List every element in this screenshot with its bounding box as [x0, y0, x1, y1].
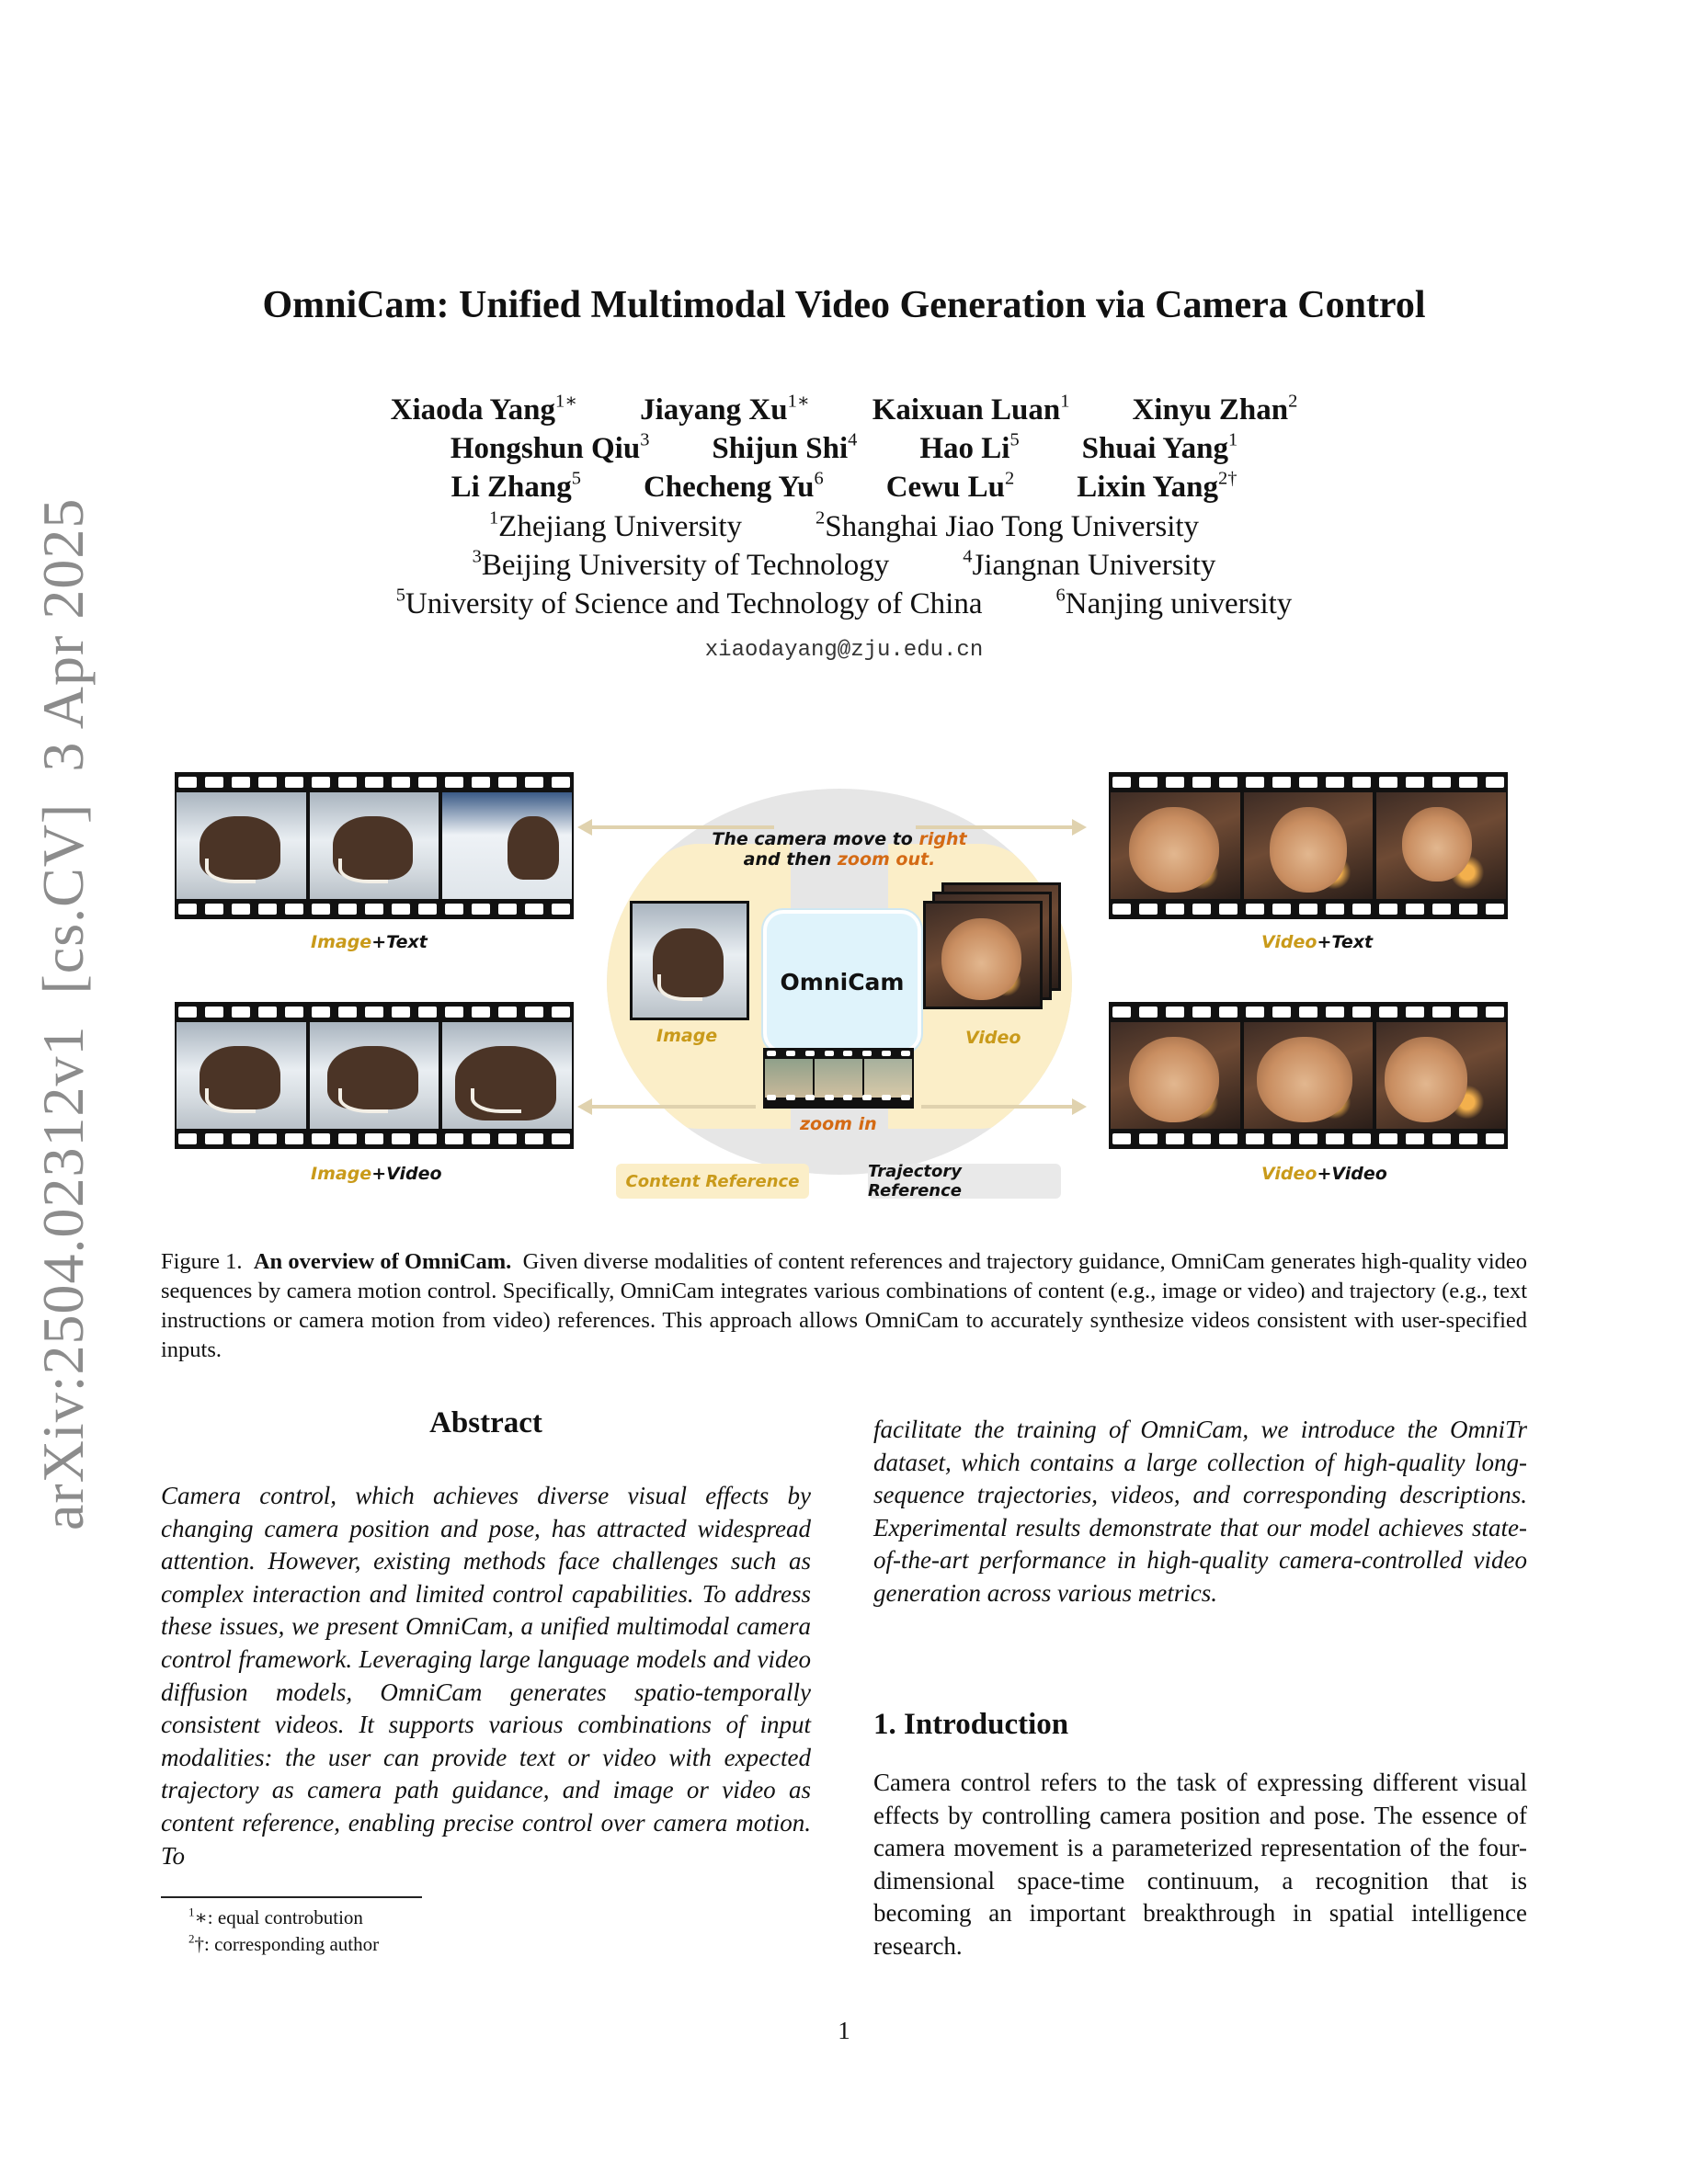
zoom-in-label: zoom in	[800, 1114, 877, 1134]
footnote-2: $^2$†: corresponding author	[188, 1931, 380, 1955]
author: Cewu Lu$^2$	[885, 468, 1015, 504]
input-video-thumbnail	[923, 901, 1043, 1009]
footnote-1: $^1$∗: equal controbution	[188, 1905, 363, 1928]
affiliation-row-3	[0, 587, 1688, 621]
arxiv-identifier-stamp: arXiv:2504.02312v1 [cs.CV] 3 Apr 2025	[30, 497, 96, 1530]
author: Xiaoda Yang$^{1∗}$	[390, 391, 578, 427]
arrow-left-bottom	[590, 1105, 756, 1109]
author: Hongshun Qiu$^3$	[450, 429, 650, 465]
content-reference-pill: Content Reference	[616, 1164, 809, 1199]
author: Jiayang $Xu^{1∗}$	[640, 391, 810, 427]
author-row-2	[0, 429, 1688, 466]
trajectory-text-instruction: The camera move to right and then zoom out.	[712, 829, 967, 870]
author: Checheng Yu$^6$	[643, 468, 824, 504]
zoom-in-filmstrip	[763, 1048, 914, 1109]
author: Kaixuan Luan$^1$	[872, 391, 1070, 427]
affiliation-row-1	[0, 507, 1688, 544]
arrow-left-top	[590, 825, 774, 829]
author: Shuai Yang$^1$	[1081, 429, 1238, 465]
arrow-right-top	[916, 825, 1074, 829]
abstract-heading: Abstract	[429, 1406, 542, 1439]
abstract-text-right: facilitate the training of OmniCam, we introduce the OmniTr dataset, which contains a large collection of high-quality long-sequence trajectories, videos, and corresponding descriptions. Experimental results demonstrate that our model achieves state-of-the-art performance in high-quality camera-controlled video generation across various metrics.	[873, 1416, 1527, 1607]
author: Shijun Shi$^4$	[712, 429, 858, 465]
author: Hao Li$^5$	[919, 429, 1020, 465]
affiliation: $^5$University of Science and Technology of China	[395, 585, 983, 620]
filmstrip-image-text	[175, 772, 574, 919]
affiliation: $^2$Shanghai Jiao Tong University	[815, 507, 1200, 543]
label-video-video: Video+Video	[1261, 1164, 1387, 1184]
affiliation: $^1$Zhejiang University	[488, 507, 743, 543]
figure-caption: Figure 1. An overview of OmniCam. Given diverse modalities of content references and trajectory guidance, OmniCam generates high-quality video sequences by camera motion control. Specifically, OmniCam integrates various combinations of content (e.g., image or video) and trajectory (e.g., text instructions or camera motion from video) references. This approach allows OmniCam to accurately synthesize videos consistent with user-specified inputs.	[161, 1249, 1528, 1362]
introduction-heading: 1. Introduction	[873, 1708, 1069, 1741]
label-video-text: Video+Text	[1261, 932, 1374, 952]
arrow-right-bottom	[921, 1105, 1074, 1109]
label-image-text: Image+Text	[311, 932, 428, 952]
affiliation-row-2	[0, 546, 1688, 583]
introduction-text: Camera control refers to the task of expressing different visual effects by controlling camera position and pose. The essence of camera movement is a parameterized representation of the four-dimensional space-time continuum, a recognition that is becoming an important breakthrough in spatial intelligence research.	[873, 1769, 1527, 1960]
page-number: 1	[838, 2017, 850, 2044]
author-row-1	[0, 393, 1688, 427]
contact-email[interactable]: xiaodayang@zju.edu.cn	[704, 638, 984, 663]
affiliation: $^3$Beijing University of Technology	[472, 546, 890, 582]
trajectory-reference-pill: Trajectory Reference	[868, 1164, 1061, 1199]
author-row-3	[0, 468, 1688, 505]
affiliation: $^4$Jiangnan University	[963, 546, 1216, 582]
author: Xinyu Zhan$^2$	[1132, 391, 1298, 427]
figure-overview	[165, 772, 1526, 1204]
input-image-thumbnail	[630, 901, 749, 1020]
filmstrip-video-video	[1109, 1002, 1508, 1149]
label-image-video: Image+Video	[311, 1164, 442, 1184]
filmstrip-video-text	[1109, 772, 1508, 919]
author: Li Zhang$^5$	[451, 468, 581, 504]
abstract-text-left: Camera control, which achieves diverse visual effects by changing camera position and pose, has attracted widespread attention. However, existing methods face challenges such as complex interaction and limited control capabilities. To address these issues, we present OmniCam, a unified multimodal camera control framework. Leveraging large language models and video diffusion models, OmniCam generates spatio-temporally consistent videos. It supports various combinations of input modalities: the user can provide text or video with expected trajectory as camera path guidance, and image or video as content reference, enabling precise control over camera motion. To	[161, 1482, 811, 1870]
omnicam-model-box: OmniCam	[763, 910, 921, 1053]
footnote-rule	[161, 1896, 422, 1898]
video-label: Video	[965, 1028, 1021, 1048]
author: Lixin Yang$^{2\dagger}$	[1077, 468, 1237, 504]
image-label: Image	[656, 1026, 718, 1046]
filmstrip-image-video	[175, 1002, 574, 1149]
paper-title: OmniCam: Unified Multimodal Video Generation via Camera Control	[262, 284, 1426, 326]
affiliation: $^6$Nanjing university	[1055, 585, 1293, 620]
